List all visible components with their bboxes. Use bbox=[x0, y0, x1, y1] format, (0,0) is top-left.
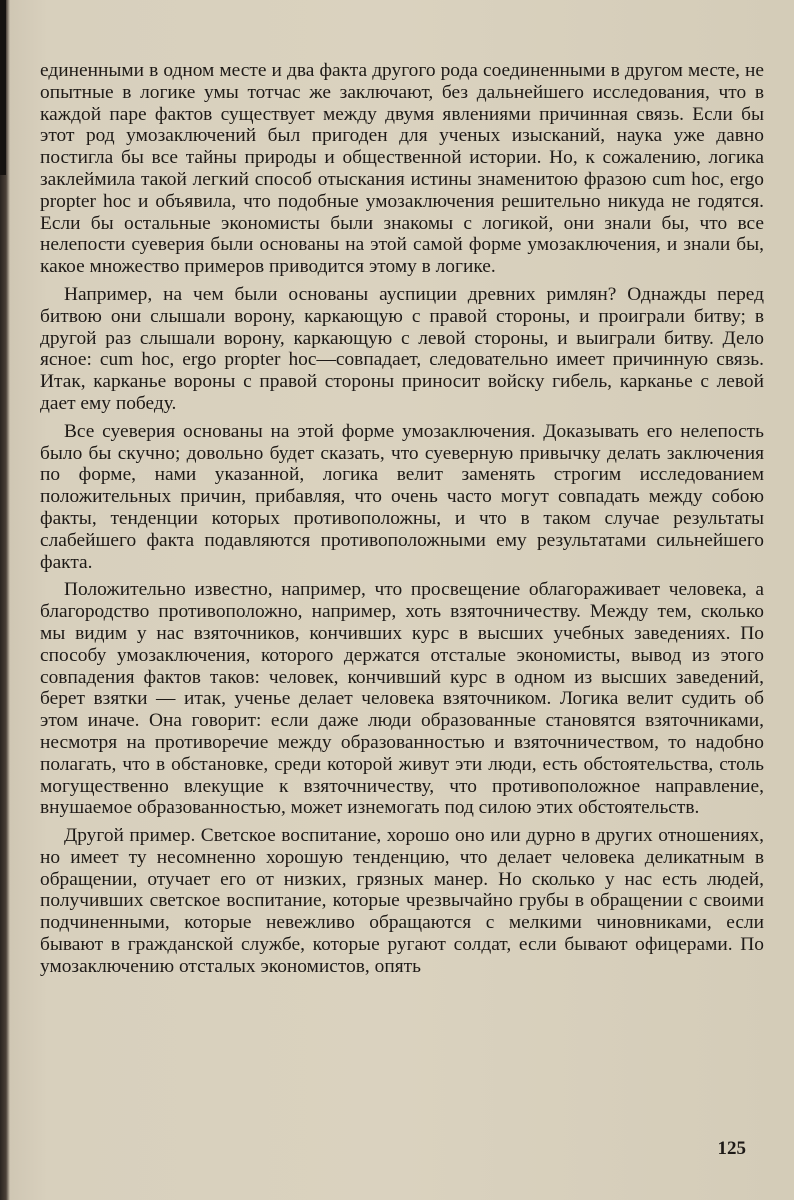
body-text bbox=[40, 60, 764, 984]
book-spine-edge bbox=[0, 0, 6, 175]
page-number: 125 bbox=[717, 1138, 746, 1159]
paragraph-superstitions: Все суеверия основаны на этой форме умозаключения. Доказывать его нелепость было бы скучно; довольно будет сказать, что суеверную привычку делать заключения по форме, нами указанной, логика велит заменять строгим исследованием положительных причин, прибавляя, что очень часто могут совпадать между собою факты, тенденции которых противоположны, и что в таком случае результаты слабейшего факта подавляются противоположными ему результатами сильнейшего факта. bbox=[40, 420, 764, 573]
paragraph-secular-upbringing: Другой пример. Светское воспитание, хорошо оно или дурно в других отношениях, но имеет ту несомненно хорошую тенденцию, что делает человека деликатным в обращении, отучает его от низких, грязных манер. Но сколько у нас есть людей, получивших светское воспитание, которые чрезвычайно грубы в обращении с своими подчиненными, которые невежливо обращаются с мелкими чиновниками, если бывают в гражданской службе, которые ругают солдат, если бывают офицерами. По умозаключению отсталых экономистов, опять bbox=[40, 825, 764, 977]
paragraph-enlightenment: Положительно известно, например, что просвещение облагораживает человека, а благородство противоположно, например, хоть взяточничеству. Между тем, сколько мы видим у нас взяточников, кончивших курс в высших учебных заведениях. По способу умозаключения, которого держатся отсталые экономисты, вывод из этого совпадения фактов таков: человек, кончивший курс в одном из высших заведений, берет взятки — итак, ученье делает человека взяточником. Логика велит судить об этом иначе. Она говорит: если даже люди образованные становятся взяточниками, несмотря на противоречие между образованностью и взяточничеством, то надобно полагать, что в обстановке, среди которой живут эти люди, есть обстоятельства, столь могущественно влекущие к взяточничеству, что противоположное направление, внушаемое образованностью, может изнемогать под силою этих обстоятельств. bbox=[40, 579, 764, 819]
paragraph-continuation: единенными в одном месте и два факта другого рода соединенными в другом месте, не опытные в логике умы тотчас же заключают, без дальнейшего исследования, что в каждой паре фактов существует между двумя явлениями причинная связь. Если бы этот род умозаключений был пригоден для ученых изысканий, наука уже давно постигла бы все тайны природы и общественной истории. Но, к сожалению, логика заклеймила такой легкий способ отыскания истины знаменитою фразою cum hoc, ergo propter hoc и объявила, что подобные умозаключения решительно никуда не годятся. Если бы остальные экономисты были знакомы с логикой, они знали бы, что все нелепости суеверия были основаны на этой самой форме умозаключения, и знали бы, какое множество примеров приводится этому в логике. bbox=[40, 60, 764, 278]
paragraph-auspices: Например, на чем были основаны ауспиции древних римлян? Однажды перед битвою они слышали ворону, каркающую с правой стороны, и проиграли битву; в другой раз слышали ворону, каркающую с левой стороны, и выиграли битву. Дело ясное: cum hoc, ergo propter hoc—совпадает, следовательно имеет причинную связь. Итак, карканье вороны с правой стороны приносит войску гибель, карканье с левой дает ему победу. bbox=[40, 283, 764, 414]
book-spine-shadow bbox=[0, 0, 10, 1200]
